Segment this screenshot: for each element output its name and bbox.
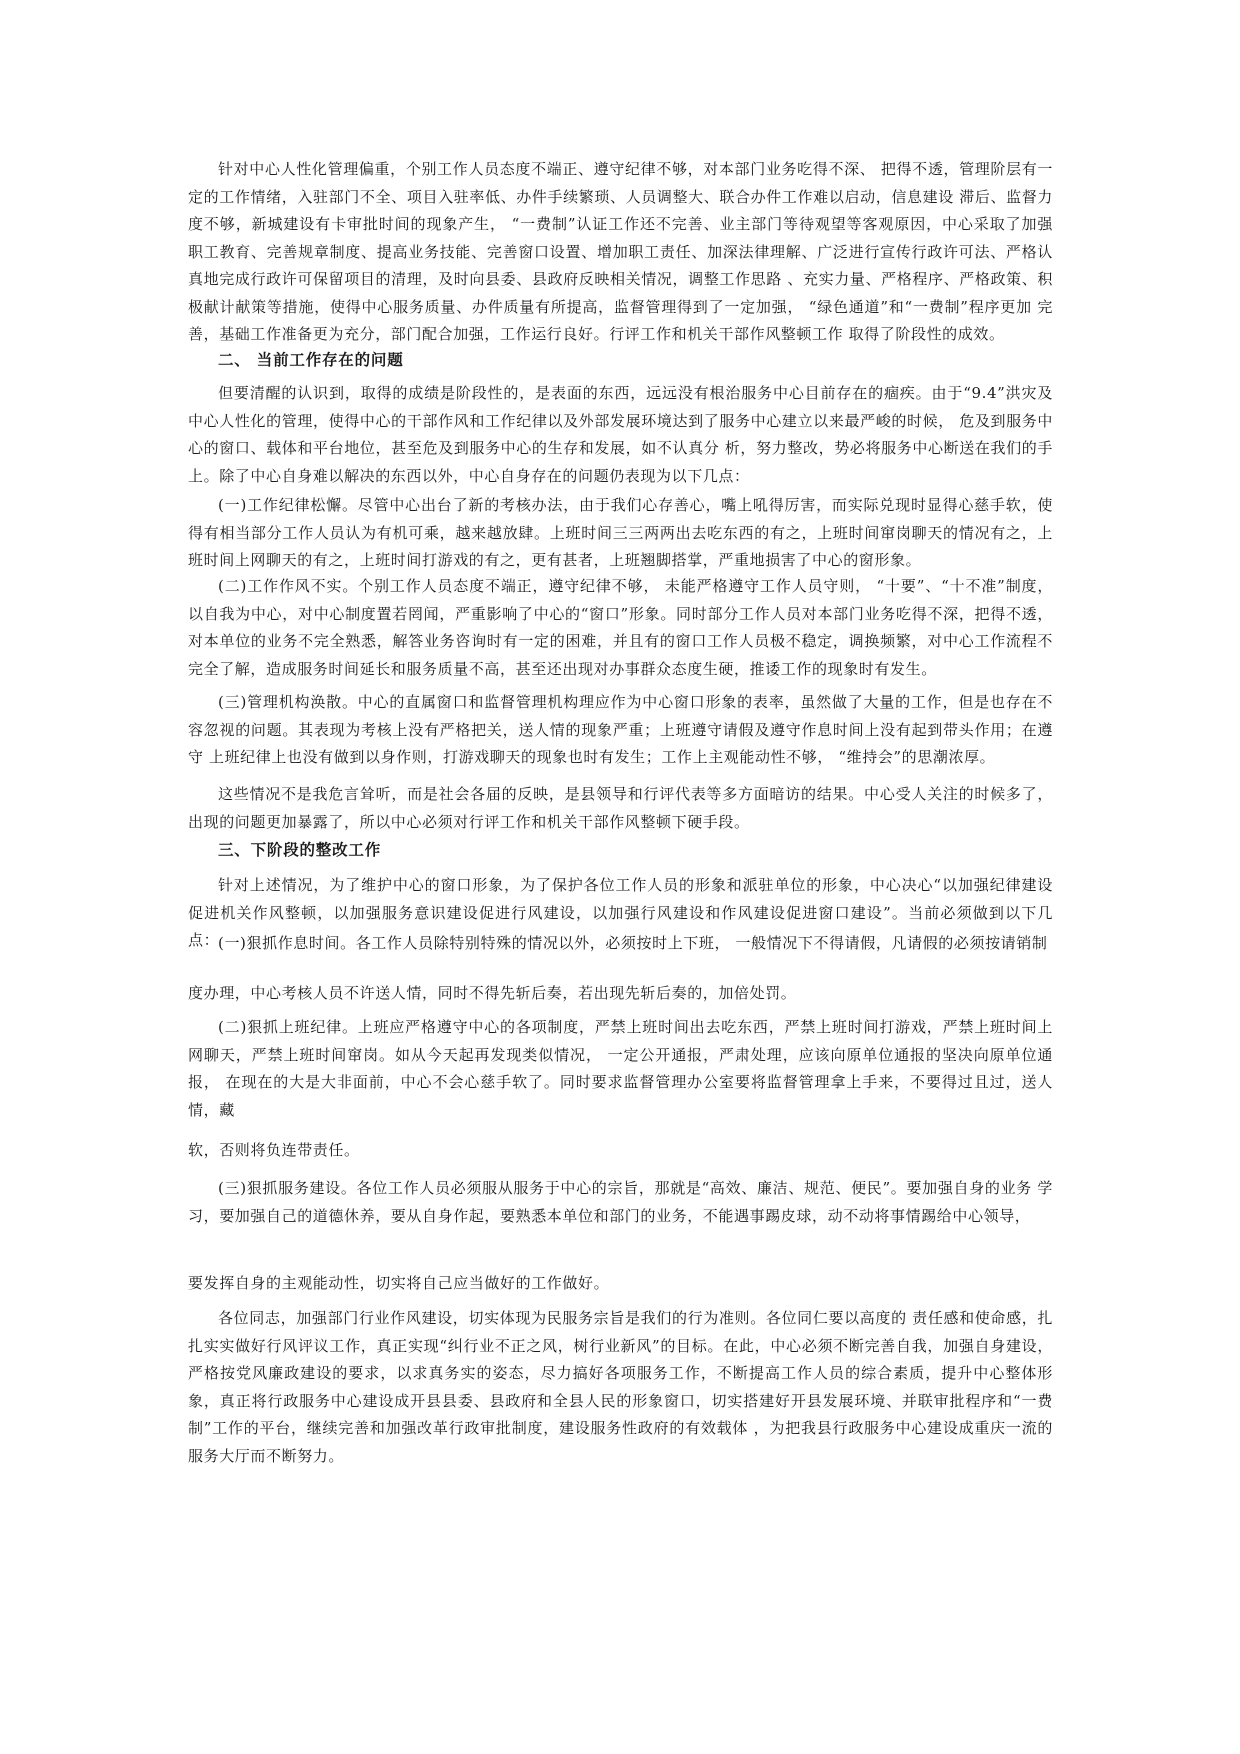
section-3-intro-paragraph: 针对上述情况，为了维护中心的窗口形象，为了保护各位工作人员的形象和派驻单位的形象，中心决心“以加强纪律建设促进机关作风整顿，以加强服务意识建设促进行风建设，以加强行风建设和作风建设促进窗口建设”。当前必须做到以下几点： xyxy=(188,876,1053,949)
closing-paragraph: 各位同志，加强部门行业作风建设，切实体现为民服务宗旨是我们的行为准则。各位同仁要以高度的 责任感和使命感，扎扎实实做好行风评议工作，真正实现“纠行业不正之风，树行业新风”的目标。在此，中心必须不断完善自我，加强自身建设，严格按党风廉政建设的要求，以求真务实的姿态，尽力搞好各项服务工作，不断提高工作人员的综合素质，提升中心整体形象，真正将行政服务中心建设成开县县委、县政府和全县人民的形象窗口，切实搭建好开县发展环境、并联审批程序和“一费制”工作的平台，继续完善和加强改革行政审批制度，建设服务性政府的有效载体 ，为把我县行政服务中心建设成重庆一流的服务大厅而不断努力。 xyxy=(188,1309,1053,1465)
action-3-paragraph: (三)狠抓服务建设。各位工作人员必须服从服务于中心的宗旨，那就是“高效、廉洁、规范、便民”。要加强自身的业务 学习，要加强自己的道德休养，要从自身作起，要熟悉本单位和部门的业务，不能遇事踢皮球，动不动将事情踢给中心领导， xyxy=(188,1179,1053,1225)
problem-1-paragraph: (一)工作纪律松懈。尽管中心出台了新的考核办法，由于我们心存善心，嘴上吼得厉害，而实际兑现时显得心慈手软，使 得有相当部分工作人员认为有机可乘，越来越放肆。上班时间三三两两出去吃东西的有之，上班时间窜岗聊天的情况有之，上 班时间上网聊天的有之，上班时间打游戏的有之，更有甚者，上班翘脚搭掌，严重地损害了中心的窗形象。 xyxy=(188,496,1053,569)
summary-paragraph: 这些情况不是我危言耸听，而是社会各届的反映，是县领导和行评代表等多方面暗访的结果。中心受人关注的时候多了， 出现的问题更加暴露了，所以中心必须对行评工作和机关干部作风整顿下硬手段。 xyxy=(188,785,1053,831)
action-3-continuation: 要发挥自身的主观能动性，切实将自己应当做好的工作做好。 xyxy=(188,1274,610,1292)
action-1-continuation: 度办理，中心考核人员不许送人情，同时不得先斩后奏，若出现先斩后奏的，加倍处罚。 xyxy=(188,984,797,1002)
action-1-paragraph: (一)狠抓作息时间。各工作人员除特别特殊的情况以外，必须按时上下班， 一般情况下不得请假，凡请假的必须按请销制 xyxy=(218,934,1048,952)
section-2-intro-paragraph: 但要清醒的认识到，取得的成绩是阶段性的，是表面的东西，远远没有根治服务中心目前存在的痼疾。由于“9.4”洪灾及 中心人性化的管理，使得中心的干部作风和工作纪律以及外部发展环境达到了服务中心建立以来最严峻的时候， 危及到服务中 心的窗口、载体和平台地位，甚至危及到服务中心的生存和发展，如不认真分 析，努力整改，势必将服务中心断送在我们的手 上。除了中心自身难以解决的东西以外，中心自身存在的问题仍表现为以下几点： xyxy=(188,384,1053,485)
action-2-paragraph: (二)狠抓上班纪律。上班应严格遵守中心的各项制度，严禁上班时间出去吃东西，严禁上班时间打游戏，严禁上班时间上网聊天，严禁上班时间窜岗。如从今天起再发现类似情况， 一定公开通报，严肃处理，应该向原单位通报的坚决向原单位通报， 在现在的大是大非面前，中心不会心慈手软了。同时要求监督管理办公室要将监督管理拿上手来，不要得过且过，送人情，藏 xyxy=(188,1018,1053,1119)
problem-2-paragraph: (二)工作作风不实。个别工作人员态度不端正，遵守纪律不够， 未能严格遵守工作人员守则， “十要”、“十不准”制度， 以自我为中心，对中心制度置若罔闻，严重影响了中心的“窗口”形象。同时部分工作人员对本部门业务吃得不深，把得不透， 对本单位的业务不完全熟悉，解答业务咨询时有一定的困难，并且有的窗口工作人员极不稳定，调换频繁，对中心工作流程不 完全了解，造成服务时间延长和服务质量不高，甚至还出现对办事群众态度生硬，推诿工作的现象时有发生。 xyxy=(188,577,1053,678)
problem-3-paragraph: (三)管理机构涣散。中心的直属窗口和监督管理机构理应作为中心窗口形象的表率，虽然做了大量的工作，但是也存在不 容忽视的问题。其表现为考核上没有严格把关，送人情的现象严重；上班遵守请假及遵守作息时间上没有起到带头作用；在遵守 上班纪律上也没有做到以身作则，打游戏聊天的现象也时有发生；工作上主观能动性不够， “维持会”的思潮浓厚。 xyxy=(188,693,1053,766)
section-3-heading: 三、下阶段的整改工作 xyxy=(218,840,382,859)
action-2-continuation: 软，否则将负连带责任。 xyxy=(188,1141,360,1159)
intro-paragraph: 针对中心人性化管理偏重，个别工作人员态度不端正、遵守纪律不够，对本部门业务吃得不深、 把得不透，管理阶层有一 定的工作情绪，入驻部门不全、项目入驻率低、办件手续繁琐、人员调整大、联合办件工作难以启动，信息建设 滞后、监督力 度不够，新城建设有卡审批时间的现象产生， “一费制”认证工作还不完善、业主部门等待观望等客观原因，中心采取了加强 职工教育、完善规章制度、提高业务技能、完善窗口设置、增加职工责任、加深法律理解、广泛进行宣传行政许可法、严格认 真地完成行政许可保留项目的清理，及时向县委、县政府反映相关情况，调整工作思路 、充实力量、严格程序、严格政策、积 极献计献策等措施，使得中心服务质量、办件质量有所提高，监督管理得到了一定加强， “绿色通道”和“一费制”程序更加 完善，基础工作准备更为充分，部门配合加强，工作运行良好。行评工作和机关干部作风整顿工作 取得了阶段性的成效。 xyxy=(188,160,1053,343)
section-2-heading: 二、 当前工作存在的问题 xyxy=(218,350,404,369)
